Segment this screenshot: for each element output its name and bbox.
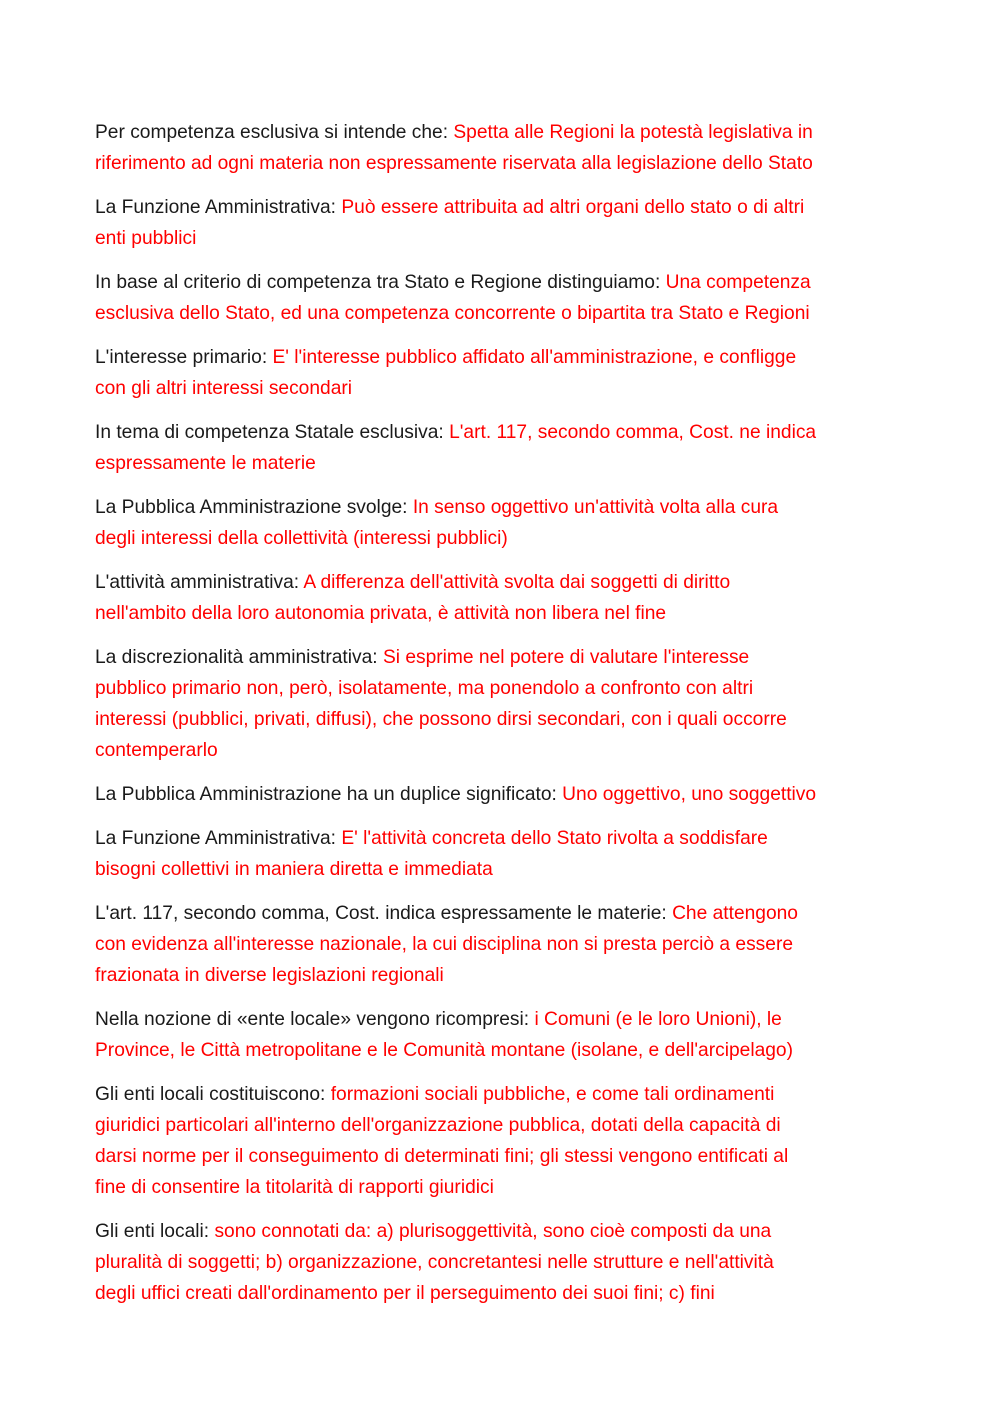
qa-entry <box>95 117 915 179</box>
answer-text: con evidenza all'interesse nazionale, la cui disciplina non si presta perciò a essere <box>95 934 794 955</box>
qa-entry <box>95 417 915 479</box>
qa-entry <box>95 192 915 254</box>
question-text: La Funzione Amministrativa: <box>95 197 342 218</box>
answer-text: E' l'interesse pubblico affidato all'amministrazione, e confligge <box>272 347 797 368</box>
answer-text: riferimento ad ogni materia non espressamente riservata alla legislazione dello Stato <box>95 153 813 174</box>
answer-text: pubblico primario non, però, isolatamente, ma ponendolo a confronto con altri <box>95 678 754 699</box>
answer-text: In senso oggettivo un'attività volta alla cura <box>412 497 779 518</box>
answer-text: sono connotati da: a) plurisoggettività, sono cioè composti da una <box>214 1221 772 1242</box>
question-text: Gli enti locali: <box>95 1221 215 1242</box>
qa-entry <box>95 567 915 629</box>
question-text: L'art. 117, secondo comma, Cost. indica espressamente le materie: <box>95 903 673 924</box>
answer-text: Province, le Città metropolitane e le Comunità montane (isolane, e dell'arcipelago) <box>95 1040 793 1061</box>
answer-text: Può essere attribuita ad altri organi dello stato o di altri <box>341 197 805 218</box>
answer-text: esclusiva dello Stato, ed una competenza concorrente o bipartita tra Stato e Regioni <box>95 303 810 324</box>
answer-text: espressamente le materie <box>95 453 316 474</box>
answer-text: A differenza dell'attività svolta dai soggetti di diritto <box>303 572 731 593</box>
qa-entry <box>95 1004 915 1066</box>
question-text: La discrezionalità amministrativa: <box>95 647 383 668</box>
answer-text: pluralità di soggetti; b) organizzazione, concretantesi nelle strutture e nell'attività <box>95 1252 774 1273</box>
document-page <box>95 117 915 1322</box>
qa-entry <box>95 1079 915 1203</box>
qa-entry <box>95 267 915 329</box>
answer-text: con gli altri interessi secondari <box>95 378 353 399</box>
answer-text: Che attengono <box>672 903 798 924</box>
answer-text: Uno oggettivo, uno soggettivo <box>562 784 817 805</box>
answer-text: contemperarlo <box>95 740 218 761</box>
question-text: La Funzione Amministrativa: <box>95 828 342 849</box>
answer-text: interessi (pubblici, privati, diffusi), che possono dirsi secondari, con i quali occorre <box>95 709 787 730</box>
question-text: Nella nozione di «ente locale» vengono ricompresi: <box>95 1009 535 1030</box>
question-text: La Pubblica Amministrazione svolge: <box>95 497 413 518</box>
qa-entry <box>95 492 915 554</box>
answer-text: nell'ambito della loro autonomia privata, è attività non libera nel fine <box>95 603 667 624</box>
question-text: L'interesse primario: <box>95 347 273 368</box>
answer-text: Spetta alle Regioni la potestà legislativa in <box>453 122 813 143</box>
question-text: Gli enti locali costituiscono: <box>95 1084 331 1105</box>
qa-entry <box>95 898 915 991</box>
answer-text: fine di consentire la titolarità di rapporti giuridici <box>95 1177 494 1198</box>
answer-text: bisogni collettivi in maniera diretta e immediata <box>95 859 493 880</box>
answer-text: degli interessi della collettività (interessi pubblici) <box>95 528 508 549</box>
question-text: La Pubblica Amministrazione ha un duplice significato: <box>95 784 563 805</box>
qa-entry <box>95 342 915 404</box>
qa-entry <box>95 823 915 885</box>
answer-text: giuridici particolari all'interno dell'organizzazione pubblica, dotati della capacità di <box>95 1115 781 1136</box>
answer-text: formazioni sociali pubbliche, e come tali ordinamenti <box>330 1084 775 1105</box>
qa-entry <box>95 779 915 810</box>
answer-text: Una competenza <box>665 272 811 293</box>
answer-text: degli uffici creati dall'ordinamento per il perseguimento dei suoi fini; c) fini <box>95 1283 715 1304</box>
question-text: In tema di competenza Statale esclusiva: <box>95 422 450 443</box>
answer-text: darsi norme per il conseguimento di determinati fini; gli stessi vengono entificati al <box>95 1146 789 1167</box>
answer-text: i Comuni (e le loro Unioni), le <box>534 1009 782 1030</box>
answer-text: frazionata in diverse legislazioni regionali <box>95 965 444 986</box>
answer-text: enti pubblici <box>95 228 197 249</box>
answer-text: Si esprime nel potere di valutare l'interesse <box>382 647 750 668</box>
question-text: L'attività amministrativa: <box>95 572 304 593</box>
qa-entry <box>95 642 915 766</box>
answer-text: L'art. 117, secondo comma, Cost. ne indica <box>449 422 817 443</box>
qa-entry <box>95 1216 915 1309</box>
question-text: Per competenza esclusiva si intende che: <box>95 122 454 143</box>
answer-text: E' l'attività concreta dello Stato rivolta a soddisfare <box>341 828 768 849</box>
question-text: In base al criterio di competenza tra Stato e Regione distinguiamo: <box>95 272 666 293</box>
